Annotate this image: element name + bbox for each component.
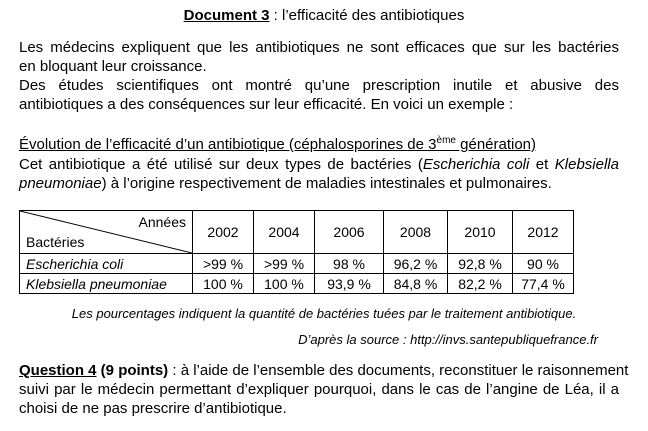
value-cell: 82,2 % xyxy=(448,274,513,294)
source-citation: D’après la source : http://invs.santepubliquefrance.fr xyxy=(298,332,598,347)
year-cell: 2006 xyxy=(315,211,384,254)
value-cell: 84,8 % xyxy=(384,274,448,294)
document-label: Document 3 xyxy=(183,7,270,24)
efficacy-table xyxy=(19,210,574,294)
table-note: Les pourcentages indiquent la quantité de bactéries tuées par le traitement antibiotique. xyxy=(71,306,577,321)
value-cell: 90 % xyxy=(513,254,574,274)
bacteria-name: Klebsiella pneumoniae xyxy=(20,274,193,294)
bacteria-name: Escherichia coli xyxy=(20,254,193,274)
value-cell: 92,8 % xyxy=(448,254,513,274)
document-subtitle: : l’efficacité des antibiotiques xyxy=(269,7,465,24)
value-cell: 98 % xyxy=(315,254,384,274)
question-paragraph xyxy=(19,361,629,418)
year-cell: 2012 xyxy=(513,211,574,254)
intro-line-1: Les médecins expliquent que les antibiotiques ne sont efficaces que sur les bactéries xyxy=(19,39,619,56)
intro-line-3: Des études scientifiques ont montré qu’une prescription inutile et abusive des xyxy=(19,77,619,94)
table-row xyxy=(20,274,574,294)
question-line-3: choisi de ne pas prescrire d’antibiotique. xyxy=(19,400,287,417)
value-cell: >99 % xyxy=(193,254,254,274)
question-line-2: suivi par le médecin permettant d’expliquer pourquoi, dans le cas de l’angine de Léa, il a xyxy=(19,381,619,398)
value-cell: 96,2 % xyxy=(384,254,448,274)
years-header: Années xyxy=(138,214,186,230)
table-header-row xyxy=(20,211,574,254)
year-cell: 2002 xyxy=(193,211,254,254)
question-label: Question 4 xyxy=(19,362,97,379)
year-cell: 2004 xyxy=(254,211,315,254)
table-corner-cell xyxy=(20,211,193,254)
section-title: Évolution de l’efficacité d’un antibiotique (céphalosporines de 3ème génération) xyxy=(19,135,537,153)
document-title xyxy=(0,7,648,24)
value-cell: >99 % xyxy=(254,254,315,274)
section-description xyxy=(19,155,619,193)
description-line-1: Cet antibiotique a été utilisé sur deux types de bactéries (Escherichia coli et Klebsiella xyxy=(19,156,619,173)
bacteria-header: Bactéries xyxy=(26,234,85,250)
value-cell: 100 % xyxy=(254,274,315,294)
intro-line-2: en bloquant leur croissance. xyxy=(19,58,207,75)
intro-paragraph xyxy=(19,38,619,114)
question-points: (9 points) xyxy=(96,362,169,379)
intro-line-4: antibiotiques a des conséquences sur leur efficacité. En voici un exemple : xyxy=(19,96,514,113)
year-cell: 2010 xyxy=(448,211,513,254)
value-cell: 100 % xyxy=(193,274,254,294)
value-cell: 77,4 % xyxy=(513,274,574,294)
table-row xyxy=(20,254,574,274)
question-line-1: Question 4 (9 points) : à l’aide de l’ensemble des documents, reconstituer le raisonnement xyxy=(19,362,629,379)
description-line-2: pneumoniae) à l’origine respectivement de maladies intestinales et pulmonaires. xyxy=(19,175,552,192)
year-cell: 2008 xyxy=(384,211,448,254)
value-cell: 93,9 % xyxy=(315,274,384,294)
